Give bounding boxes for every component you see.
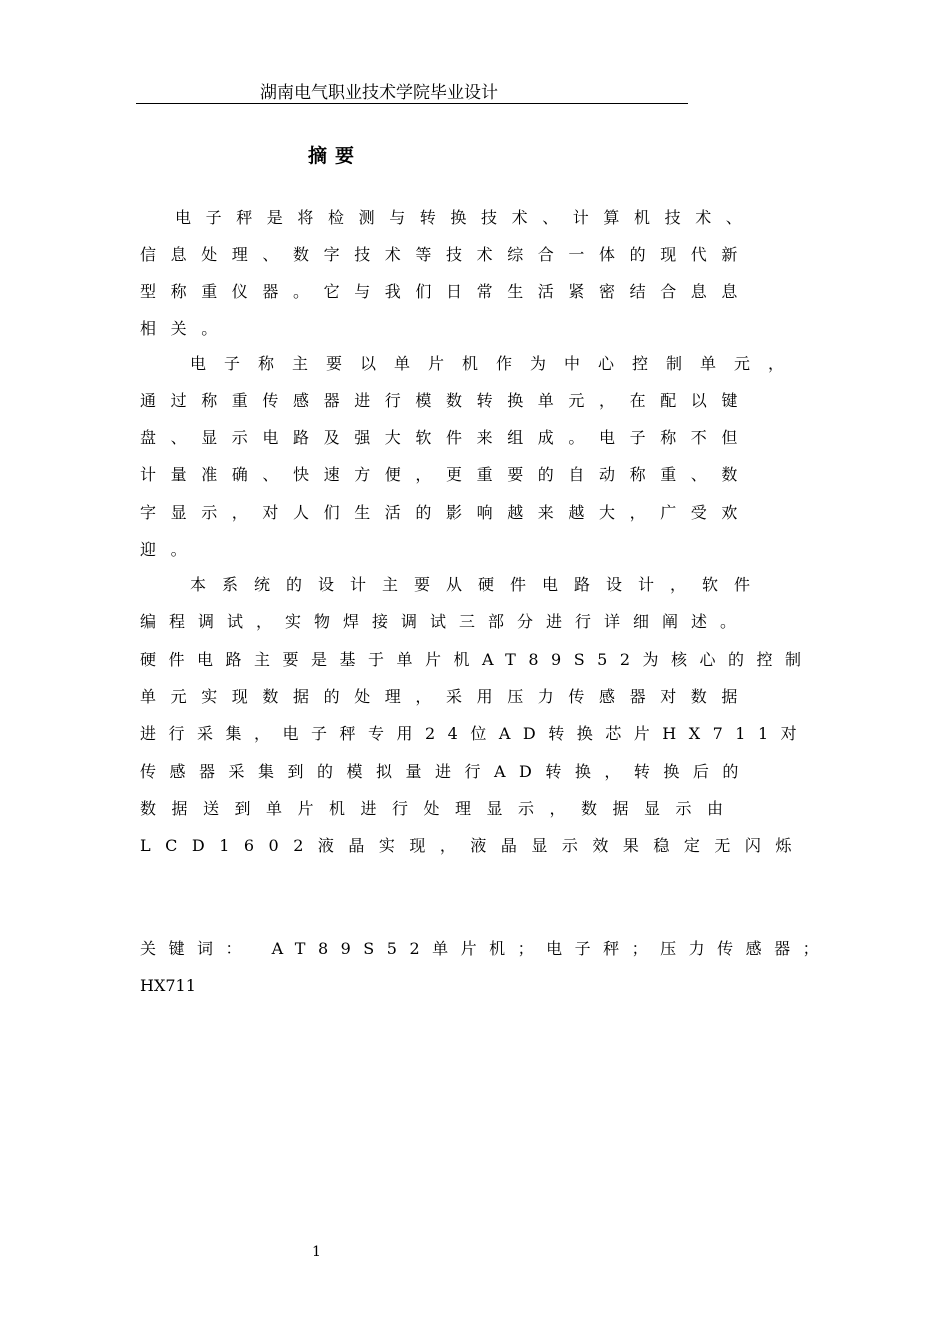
abstract-line: 硬件电路主要是基于单片机AT89S52为核心的控制 xyxy=(140,650,814,669)
abstract-title: 摘要 xyxy=(308,145,363,167)
page-header xyxy=(136,84,688,104)
keywords-line-continued: HX711 xyxy=(140,976,196,995)
abstract-line: 本系统的设计主要从硬件电路设计，软件 xyxy=(190,575,767,594)
abstract-line: 字显示，对人们生活的影响越来越大，广受欢 xyxy=(140,503,753,522)
abstract-line: 传感器采集到的模拟量进行AD转换，转换后的 xyxy=(140,762,752,781)
abstract-line: 单元实现数据的处理，采用压力传感器对数据 xyxy=(140,687,753,706)
header-title: 湖南电气职业技术学院毕业设计 xyxy=(260,83,498,103)
abstract-line: 编程调试，实物焊接调试三部分进行详细阐述。 xyxy=(140,612,750,631)
abstract-line: 数据送到单片机进行处理显示，数据显示由 xyxy=(140,799,739,818)
page-number: 1 xyxy=(312,1244,321,1260)
abstract-line: 进行采集，电子秤专用24位AD转换芯片HX711对 xyxy=(140,724,810,743)
keywords-line: 关键词： AT89S52单片机；电子秤；压力传感器； xyxy=(140,939,832,958)
abstract-line: 相关。 xyxy=(140,319,232,338)
abstract-line: 通过称重传感器进行模数转换单元，在配以键 xyxy=(140,391,753,410)
abstract-line: 盘、显示电路及强大软件来组成。电子称不但 xyxy=(140,428,753,447)
abstract-line: 计量准确、快速方便，更重要的自动称重、数 xyxy=(140,465,753,484)
abstract-line: 型称重仪器。它与我们日常生活紧密结合息息 xyxy=(140,282,753,301)
abstract-line: 迎。 xyxy=(140,540,202,559)
abstract-line: 信息处理、数字技术等技术综合一体的现代新 xyxy=(140,245,753,264)
abstract-line: 电子秤是将检测与转换技术、计算机技术、 xyxy=(175,208,757,227)
abstract-line: 电子称主要以单片机作为中心控制单元， xyxy=(190,354,803,373)
abstract-line: LCD1602液晶实现，液晶显示效果稳定无闪烁 xyxy=(140,836,806,855)
